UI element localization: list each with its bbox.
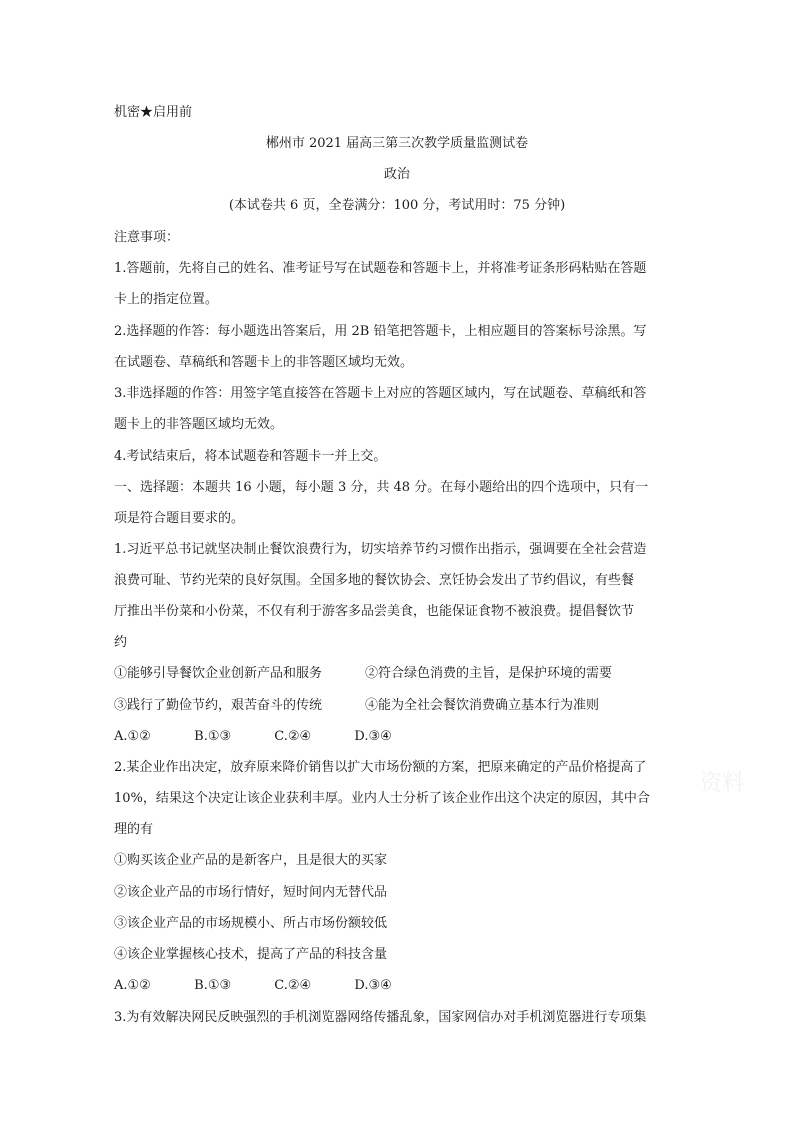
q1-stem-line-1: 1.习近平总书记就坚决制止餐饮浪费行为，切实培养节约习惯作出指示，强调要在全社会营造 [114, 542, 647, 557]
q2-option-3: ③该企业产品的市场规模小、所占市场份额较低 [114, 916, 388, 931]
q1-stem-line-2: 浪费可耻、节约光荣的良好氛围。全国多地的餐饮协会、烹饪协会发出了节约倡议，有些餐 [114, 573, 635, 588]
exam-title: 郴州市 2021 届高三第三次教学质量监测试卷 [265, 136, 529, 151]
q1-stem-line-3: 厅推出半份菜和小份菜，不仅有利于游客多品尝美食，也能保证食物不被浪费。提倡餐饮节 [114, 604, 635, 619]
q1-option-3: ③践行了勤俭节约，艰苦奋斗的传统 [114, 698, 323, 713]
q2-option-2: ②该企业产品的市场行情好，短时间内无替代品 [114, 885, 388, 900]
q2-stem-line-3: 理的有 [114, 822, 154, 837]
notice-item-1-line-1: 1.答题前，先将自己的姓名、准考证号写在试题卷和答题卡上，并将准考证条形码粘贴在答题 [114, 261, 647, 276]
q1-option-1: ①能够引导餐饮企业创新产品和服务 [114, 666, 323, 681]
section-1-intro-line-2: 项是符合题目要求的。 [114, 511, 245, 526]
q2-choice-c: C.②④ [274, 978, 312, 993]
watermark: 资料 [700, 771, 745, 796]
q1-option-4: ④能为全社会餐饮消费确立基本行为准则 [365, 698, 600, 713]
notice-item-2-line-2: 在试题卷、草稿纸和答题卡上的非答题区域均无效。 [114, 355, 414, 370]
confidential-label: 机密★启用前 [114, 105, 193, 120]
q2-stem-line-1: 2.某企业作出决定，放弃原来降价销售以扩大市场份额的方案，把原来确定的产品价格提高了 [114, 760, 647, 775]
notice-item-3-line-1: 3.非选择题的作答：用签字笔直接答在答题卡上对应的答题区域内，写在试题卷、草稿纸和答 [114, 386, 647, 401]
notice-item-4: 4.考试结束后，将本试题卷和答题卡一并上交。 [114, 449, 387, 464]
notice-item-1-line-2: 卡上的指定位置。 [114, 292, 219, 307]
q2-stem-line-2: 10%，结果这个决定让该企业获利丰厚。业内人士分析了该企业作出这个决定的原因，其中合 [114, 791, 650, 806]
q3-stem-line-1: 3.为有效解决网民反映强烈的手机浏览器网络传播乱象，国家网信办对手机浏览器进行专项集 [114, 1010, 647, 1025]
q1-choice-b: B.①③ [194, 729, 232, 744]
q2-choice-d: D.③④ [354, 978, 392, 993]
notice-item-3-line-2: 题卡上的非答题区域均无效。 [114, 417, 284, 432]
notice-item-2-line-1: 2.选择题的作答：每小题选出答案后，用 2B 铅笔把答题卡，上相应题目的答案标号涂黑。写 [114, 324, 647, 339]
q2-choices [114, 977, 430, 995]
subject-title: 政治 [383, 167, 410, 182]
q1-choice-c: C.②④ [274, 729, 312, 744]
section-1-intro-line-1: 一、选择题：本题共 16 小题，每小题 3 分，共 48 分。在每小题给出的四个选项中，只有一 [114, 480, 649, 495]
q2-choice-a: A.①② [114, 978, 151, 993]
notice-heading: 注意事项： [114, 230, 180, 245]
q1-choice-d: D.③④ [354, 729, 392, 744]
exam-info: (本试卷共 6 页，全卷满分：100 分，考试用时：75 分钟) [228, 198, 566, 213]
q1-choice-a: A.①② [114, 729, 151, 744]
q1-choices [114, 728, 430, 746]
q2-choice-b: B.①③ [194, 978, 232, 993]
q2-option-4: ④该企业掌握核心技术，提高了产品的科技含量 [114, 947, 388, 962]
q2-option-1: ①购买该企业产品的是新客户，且是很大的买家 [114, 853, 388, 868]
q1-option-2: ②符合绿色消费的主旨，是保护环境的需要 [365, 666, 613, 681]
q1-stem-line-4: 约 [114, 635, 128, 650]
